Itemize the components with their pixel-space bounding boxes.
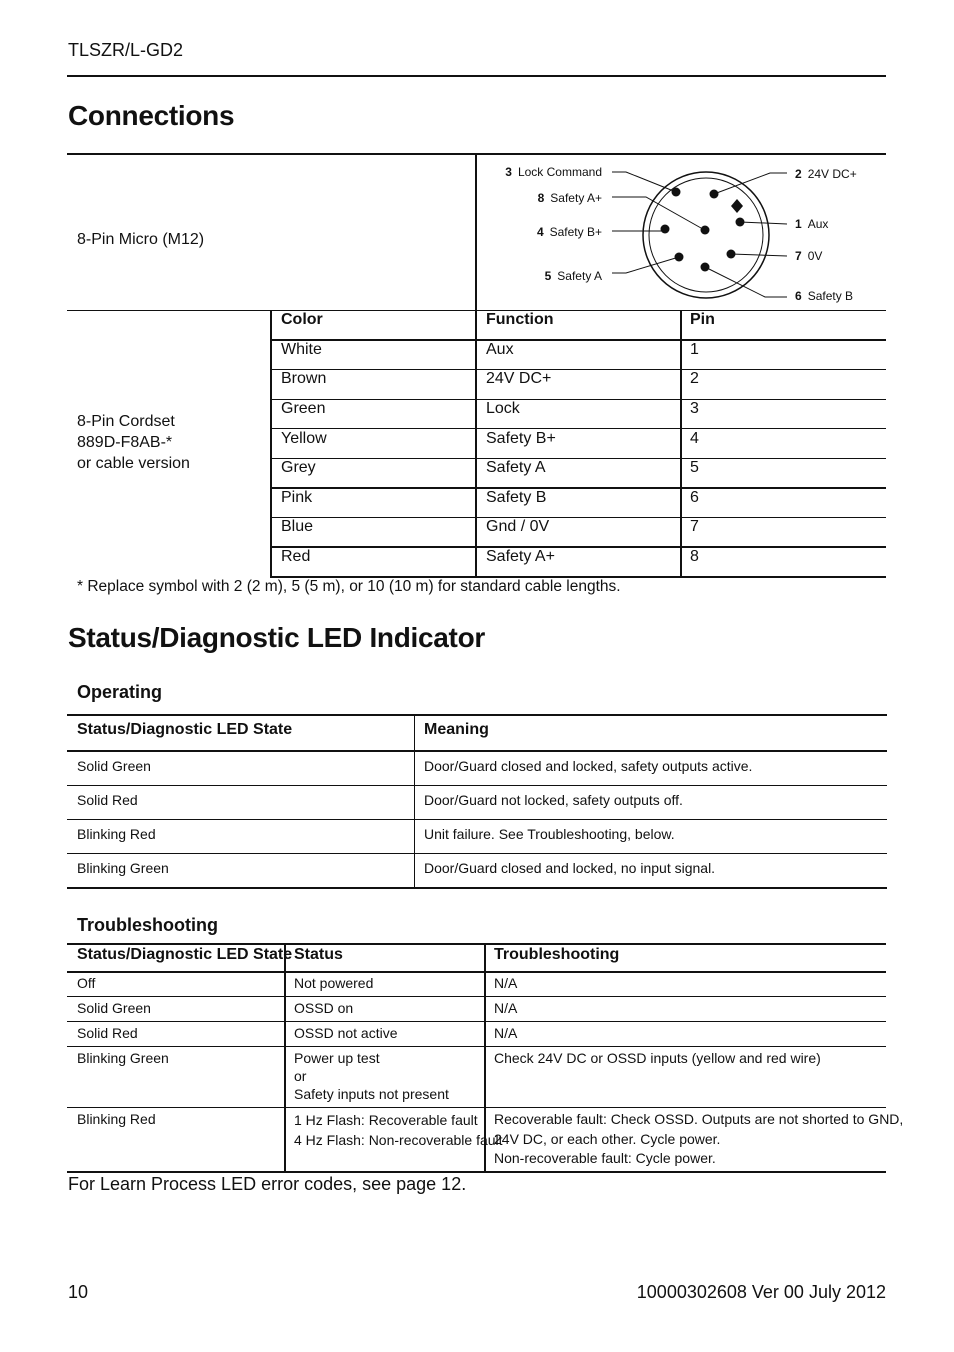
rule [67, 971, 886, 973]
led-state: Solid Red [77, 792, 138, 808]
rule [67, 1021, 886, 1022]
troubleshooting-table [67, 943, 904, 1173]
col-header-color: Color [281, 311, 323, 328]
led-status [294, 1049, 449, 1103]
leader-line-8 [612, 197, 701, 228]
wire-color: Green [281, 400, 326, 417]
action-line: 24V DC, or each other. Cycle power. [494, 1130, 721, 1147]
pin-label-6: 6 Safety B [795, 289, 854, 303]
col-header-function: Function [486, 311, 554, 328]
action-line: Non-recoverable fault: Cycle power. [494, 1150, 716, 1166]
connector-inner-ring [649, 178, 763, 292]
leader-line-5 [612, 257, 679, 273]
action-line: Recoverable fault: Check OSSD. Outputs are not shorted to GND, [494, 1111, 904, 1127]
left-labels [505, 165, 602, 283]
rule [67, 853, 887, 854]
wire-pin: 4 [690, 430, 699, 447]
wire-color: Red [281, 548, 311, 565]
wire-function: Lock [486, 400, 520, 417]
wire-color: Yellow [281, 430, 327, 447]
rule [270, 458, 886, 459]
led-action: N/A [494, 975, 518, 991]
led-meaning: Door/Guard closed and locked, safety outputs active. [424, 758, 753, 774]
leader-line-6 [705, 267, 787, 297]
rule [270, 487, 886, 489]
rule [67, 1046, 886, 1047]
cordset-line: 889D-F8AB-* [77, 434, 173, 451]
led-status: OSSD not active [294, 1025, 398, 1041]
rule [270, 517, 886, 518]
connections-table [67, 153, 886, 578]
wire-function: 24V DC+ [486, 370, 552, 387]
led-state: Off [77, 975, 96, 991]
rule [475, 153, 477, 577]
wire-function: Safety B+ [486, 430, 556, 447]
wire-color: Grey [281, 459, 316, 476]
rule [67, 785, 887, 786]
rule [270, 339, 886, 341]
cordset-line: or cable version [77, 455, 190, 472]
rule [680, 310, 682, 577]
cordset-label [77, 411, 190, 474]
status-line: Power up test [294, 1050, 380, 1066]
operating-table [67, 714, 887, 889]
learn-process-note: For Learn Process LED error codes, see page 12. [68, 1174, 467, 1194]
status-led-heading: Status/Diagnostic LED Indicator [68, 622, 485, 653]
cable-length-footnote: * Replace symbol with 2 (2 m), 5 (5 m), or 10 (10 m) for standard cable lengths. [77, 578, 621, 595]
wire-color: Brown [281, 370, 327, 387]
col-header-led-state: Status/Diagnostic LED State [77, 721, 293, 738]
rule [414, 714, 415, 889]
led-meaning: Unit failure. See Troubleshooting, below. [424, 826, 675, 842]
wire-pin: 2 [690, 370, 699, 387]
status-line: 4 Hz Flash: Non-recoverable fault [294, 1132, 503, 1148]
pin-4-dot [661, 225, 670, 234]
led-state: Blinking Red [77, 826, 156, 842]
col-header-status: Status [294, 946, 343, 963]
pin-label-1: 1 Aux [795, 217, 829, 231]
rule [67, 943, 886, 945]
led-status: Not powered [294, 975, 374, 991]
led-state: Blinking Green [77, 1050, 169, 1066]
pin-8-dot [701, 226, 710, 235]
wire-pin: 8 [690, 548, 699, 565]
led-meaning: Door/Guard closed and locked, no input signal. [424, 860, 716, 876]
led-action: N/A [494, 1025, 518, 1041]
wire-pin: 6 [690, 489, 699, 506]
pin-label-7: 7 0V [795, 249, 823, 263]
wire-color: Blue [281, 518, 314, 535]
wire-function: Safety A+ [486, 548, 555, 565]
col-header-troubleshooting: Troubleshooting [494, 946, 620, 963]
led-state: Solid Red [77, 1025, 138, 1041]
rule [67, 714, 887, 716]
led-action: N/A [494, 1000, 518, 1016]
wire-color: White [281, 341, 322, 358]
led-state: Blinking Green [77, 860, 169, 876]
rule [270, 428, 886, 429]
rule [67, 887, 887, 889]
col-header-meaning: Meaning [424, 721, 489, 738]
wire-pin: 5 [690, 459, 699, 476]
rule [67, 1171, 886, 1173]
pin-label-3: 3 Lock Command [505, 165, 602, 179]
led-action [494, 1110, 903, 1169]
led-action: Check 24V DC or OSSD inputs (yellow and red wire) [494, 1050, 821, 1066]
rule [270, 546, 886, 548]
wire-pin: 1 [690, 341, 699, 358]
right-labels [795, 167, 857, 303]
wire-function: Safety B [486, 489, 547, 506]
header-rule [67, 75, 886, 77]
led-status [294, 1110, 503, 1150]
rule [67, 1107, 886, 1108]
rule [284, 943, 286, 1173]
m12-pinout-diagram [478, 155, 886, 309]
led-meaning: Door/Guard not locked, safety outputs off. [424, 792, 683, 808]
rule [67, 819, 887, 820]
status-line: Safety inputs not present [294, 1086, 449, 1102]
operating-heading: Operating [77, 682, 163, 702]
col-header-led-state: Status/Diagnostic LED State [77, 946, 293, 963]
cordset-line: 8-Pin Cordset [77, 413, 175, 430]
page-number: 10 [68, 1282, 89, 1302]
troubleshooting-heading: Troubleshooting [77, 915, 218, 935]
led-state: Blinking Red [77, 1111, 156, 1127]
key-notch [731, 199, 743, 213]
leader-line-1 [740, 222, 787, 224]
pin-label-4: 4 Safety B+ [536, 225, 602, 239]
wire-color: Pink [281, 489, 313, 506]
rule [67, 310, 886, 311]
connections-heading: Connections [68, 100, 235, 131]
running-header: TLSZR/L-GD2 [68, 40, 184, 60]
wire-pin: 3 [690, 400, 699, 417]
wire-function: Aux [486, 341, 514, 358]
rule [67, 750, 887, 752]
rule [270, 399, 886, 400]
m12-connector-label: 8-Pin Micro (M12) [77, 231, 205, 248]
pin-label-5: 5 Safety A [544, 269, 602, 283]
rule [67, 996, 886, 997]
wire-pin: 7 [690, 518, 699, 535]
col-header-pin: Pin [690, 311, 715, 328]
pin-label-8: 8 Safety A+ [537, 191, 602, 205]
wire-function: Gnd / 0V [486, 518, 550, 535]
led-state: Solid Green [77, 758, 151, 774]
connector-outer-ring [643, 172, 769, 298]
rule [270, 310, 272, 577]
status-line: 1 Hz Flash: Recoverable fault [294, 1112, 478, 1128]
rule [270, 369, 886, 370]
leader-line-3 [612, 172, 676, 192]
status-line: or [294, 1068, 307, 1084]
led-state: Solid Green [77, 1000, 151, 1016]
pin-label-2: 2 24V DC+ [795, 167, 857, 181]
led-status: OSSD on [294, 1000, 354, 1016]
document-id: 10000302608 Ver 00 July 2012 [636, 1282, 886, 1302]
wire-function: Safety A [486, 459, 546, 476]
